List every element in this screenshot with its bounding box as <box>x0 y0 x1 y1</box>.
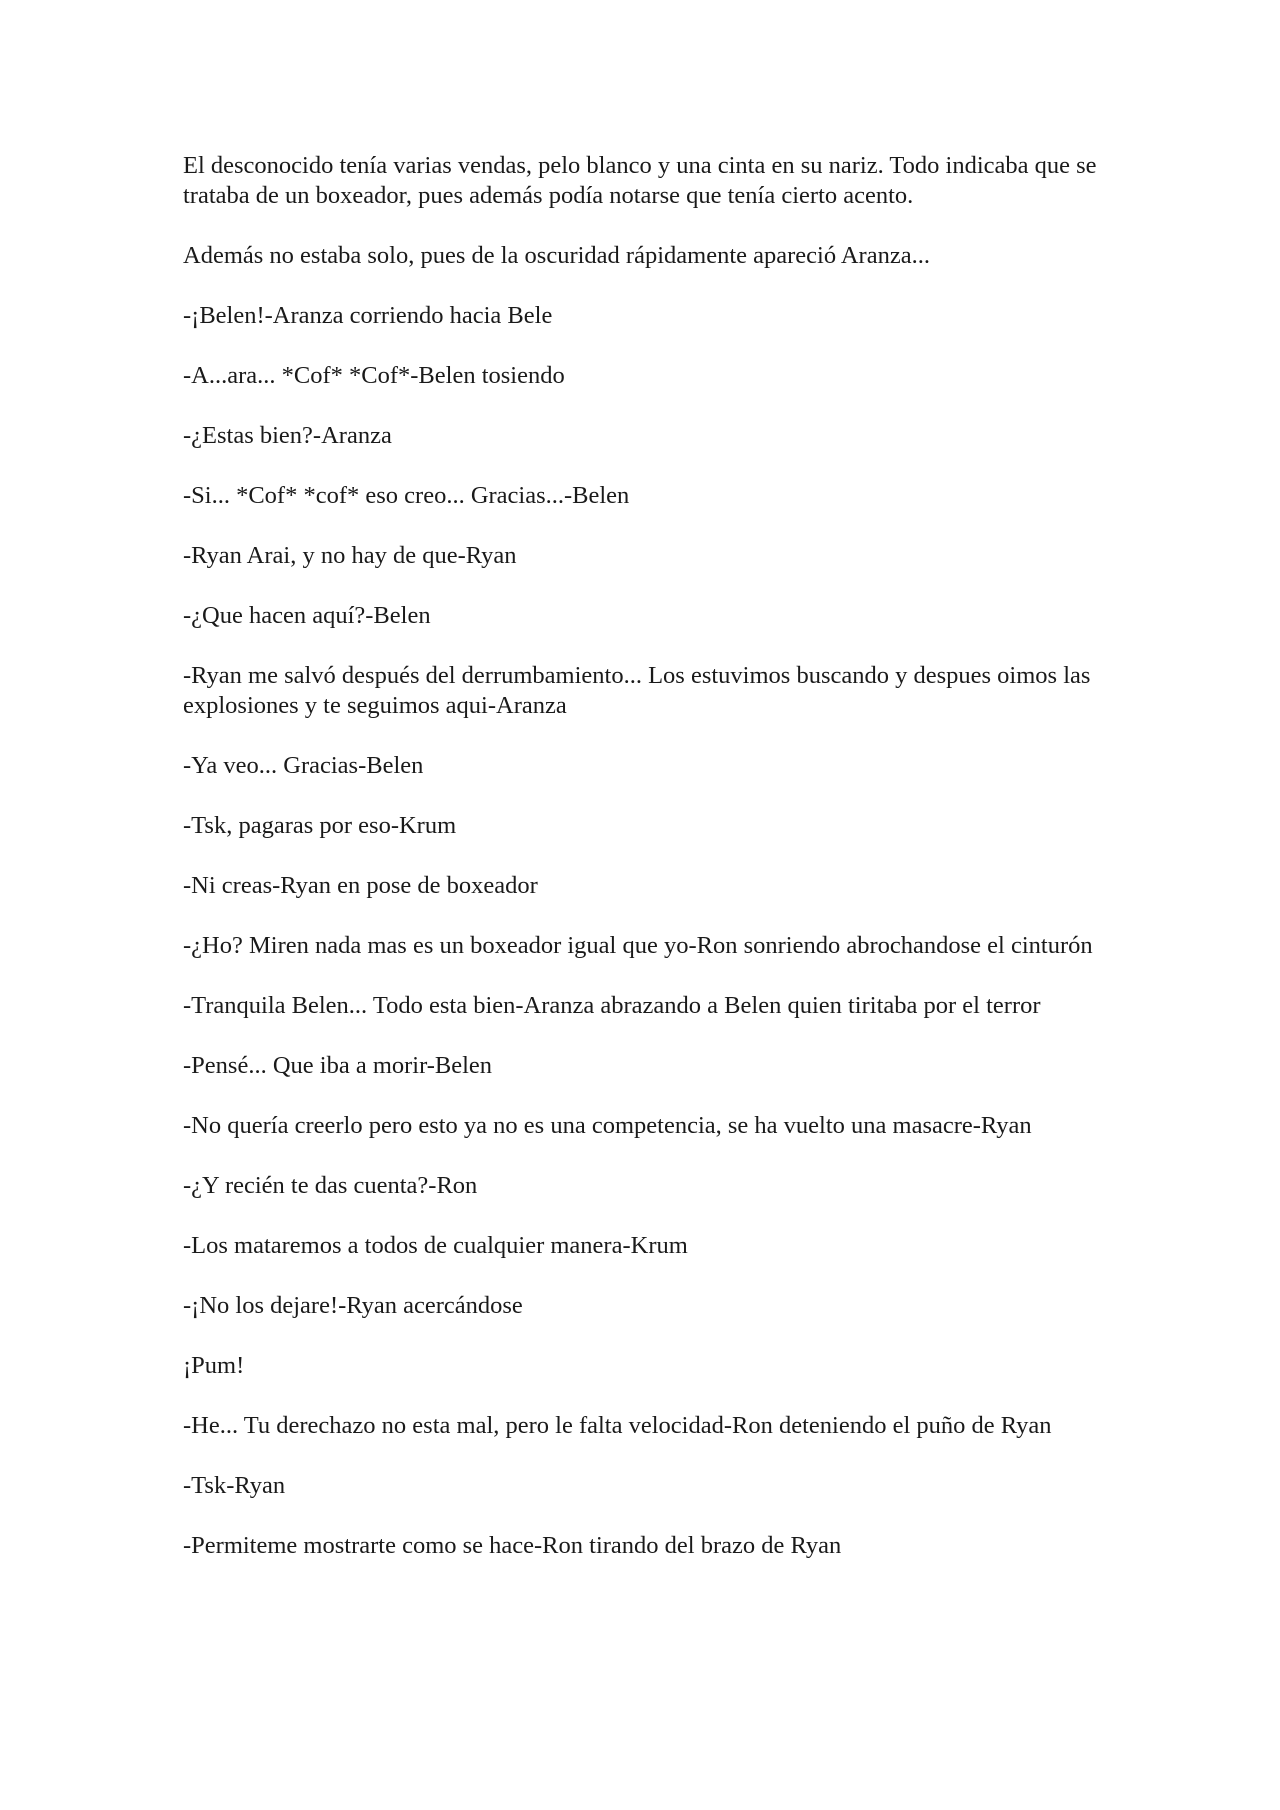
dialogue-line: -No quería creerlo pero esto ya no es una competencia, se ha vuelto una masacre-Ryan <box>183 1112 1032 1139</box>
dialogue-line: -A...ara... *Cof* *Cof*-Belen tosiendo <box>183 362 565 389</box>
dialogue-line: -Ni creas-Ryan en pose de boxeador <box>183 872 538 899</box>
dialogue-line: -¡No los dejare!-Ryan acercándose <box>183 1292 523 1319</box>
dialogue-line: -Tsk, pagaras por eso-Krum <box>183 812 457 839</box>
dialogue-line: -¿Que hacen aquí?-Belen <box>183 602 431 629</box>
dialogue-line: -Pensé... Que iba a morir-Belen <box>183 1052 493 1079</box>
dialogue-line: -Ryan me salvó después del derrumbamiento... Los estuvimos buscando y despues oimos las explosiones y te seguimos aqui-Aranza <box>183 662 1091 719</box>
dialogue-line: -¡Belen!-Aranza corriendo hacia Bele <box>183 302 553 329</box>
dialogue-line: -Ya veo... Gracias-Belen <box>183 752 424 779</box>
dialogue-line: -¿Ho? Miren nada mas es un boxeador igual que yo-Ron sonriendo abrochandose el cinturón <box>183 932 1093 959</box>
sound-effect: ¡Pum! <box>183 1352 245 1379</box>
dialogue-line: -He... Tu derechazo no esta mal, pero le falta velocidad-Ron deteniendo el puño de Ryan <box>183 1412 1052 1439</box>
dialogue-line: -Si... *Cof* *cof* eso creo... Gracias...-Belen <box>183 482 630 509</box>
dialogue-line: -Tsk-Ryan <box>183 1472 286 1499</box>
dialogue-line: -Ryan Arai, y no hay de que-Ryan <box>183 542 517 569</box>
document-body <box>183 151 1103 1591</box>
dialogue-line: -¿Y recién te das cuenta?-Ron <box>183 1172 478 1199</box>
dialogue-line: -¿Estas bien?-Aranza <box>183 422 392 449</box>
dialogue-line: -Permiteme mostrarte como se hace-Ron tirando del brazo de Ryan <box>183 1532 842 1559</box>
dialogue-line: -Tranquila Belen... Todo esta bien-Aranza abrazando a Belen quien tiritaba por el terror <box>183 992 1041 1019</box>
paragraph: El desconocido tenía varias vendas, pelo blanco y una cinta en su nariz. Todo indicaba que se trataba de un boxeador, pues además podía notarse que tenía cierto acento. <box>183 152 1097 209</box>
dialogue-line: -Los mataremos a todos de cualquier manera-Krum <box>183 1232 688 1259</box>
paragraph: Además no estaba solo, pues de la oscuridad rápidamente apareció Aranza... <box>183 242 930 269</box>
